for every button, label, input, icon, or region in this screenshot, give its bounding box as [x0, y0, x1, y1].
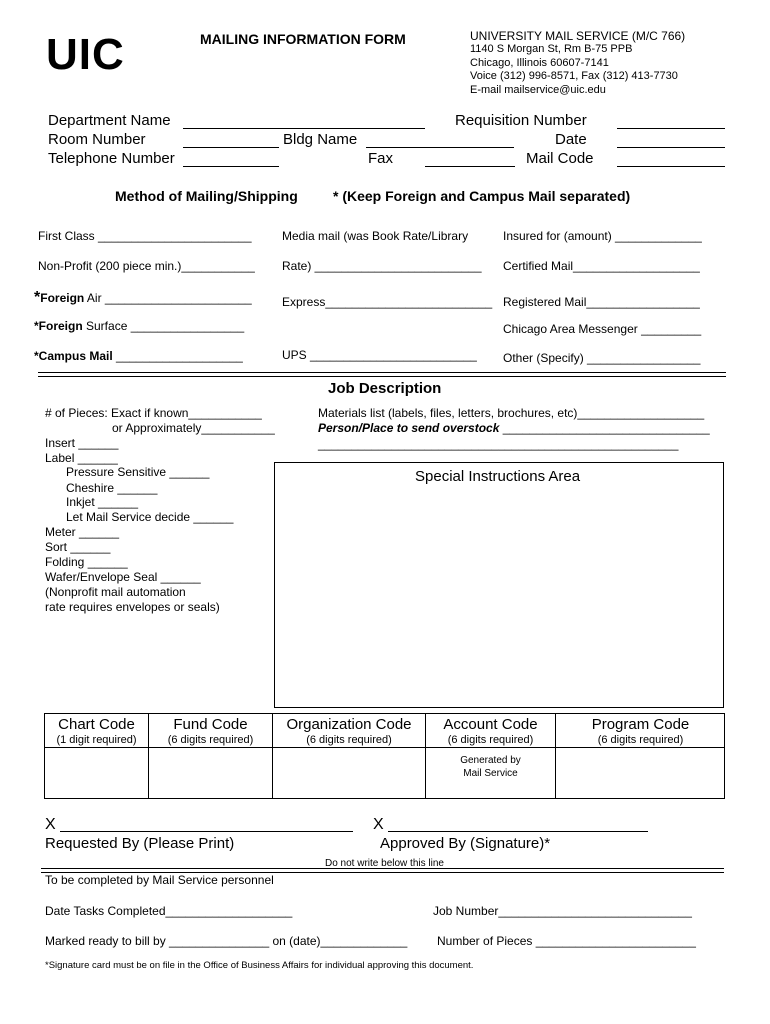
campus-mail-bold: *Campus Mail	[34, 349, 113, 363]
express-option[interactable]: Express_________________________	[282, 295, 493, 309]
number-of-pieces-field[interactable]: Number of Pieces ________________________	[437, 934, 696, 948]
folding-option[interactable]: Folding ______	[45, 555, 128, 569]
insert-option[interactable]: Insert ______	[45, 436, 119, 450]
inkjet-option[interactable]: Inkjet ______	[66, 495, 139, 509]
generated-by-2: Mail Service	[463, 768, 518, 779]
asterisk: *	[34, 289, 41, 306]
chart-code-sub: (1 digit required)	[56, 734, 137, 746]
person-place-line: _______________________________	[499, 421, 710, 435]
let-mail-service-option[interactable]: Let Mail Service decide ______	[66, 510, 234, 524]
foreign-air-bold: Foreign	[40, 291, 85, 305]
fund-code-cell[interactable]	[149, 748, 272, 798]
requested-by-label: Requested By (Please Print)	[45, 835, 235, 852]
uic-logo: UIC	[46, 30, 125, 79]
address-line-2: Chicago, Illinois 60607-7141	[470, 57, 609, 69]
job-description-heading: Job Description	[328, 380, 442, 397]
chart-code-cell[interactable]	[45, 748, 148, 798]
form-title: MAILING INFORMATION FORM	[200, 31, 406, 47]
special-instructions-area[interactable]	[274, 462, 724, 708]
marked-ready-field[interactable]: Marked ready to bill by _______________ on (date)_____________	[45, 934, 408, 948]
department-name-field[interactable]	[183, 128, 425, 129]
requisition-number-label: Requisition Number	[455, 112, 587, 129]
voice-fax: Voice (312) 996-8571, Fax (312) 413-7730	[470, 70, 678, 82]
registered-mail-option[interactable]: Registered Mail_________________	[503, 295, 700, 309]
non-profit-option[interactable]: Non-Profit (200 piece min.)___________	[38, 259, 255, 273]
chart-code-header: Chart Code	[58, 716, 135, 733]
chicago-messenger-option[interactable]: Chicago Area Messenger _________	[503, 322, 702, 336]
section-divider	[38, 372, 726, 377]
requested-x: X	[45, 816, 56, 833]
foreign-air-rest: Air ______________________	[84, 291, 252, 305]
requisition-number-field[interactable]	[617, 128, 725, 129]
other-option[interactable]: Other (Specify) _________________	[503, 351, 701, 365]
bldg-name-field[interactable]	[366, 147, 514, 148]
date-field[interactable]	[617, 147, 725, 148]
generated-by-1: Generated by	[460, 755, 521, 766]
fax-field[interactable]	[425, 166, 515, 167]
do-not-write-note: Do not write below this line	[325, 858, 444, 869]
organization-code-cell[interactable]	[273, 748, 425, 798]
nonprofit-note-1: (Nonprofit mail automation	[45, 585, 186, 599]
foreign-surface-bold: *Foreign	[34, 319, 83, 333]
foreign-surface-option[interactable]	[34, 319, 244, 333]
org-name: UNIVERSITY MAIL SERVICE (M/C 766)	[470, 29, 686, 43]
address-line-1: 1140 S Morgan St, Rm B-75 PPB	[470, 43, 633, 55]
bldg-name-label: Bldg Name	[283, 131, 358, 148]
date-tasks-field[interactable]: Date Tasks Completed___________________	[45, 904, 293, 918]
rate-option[interactable]: Rate) _________________________	[282, 259, 482, 273]
requested-by-line[interactable]	[60, 831, 353, 832]
ups-option[interactable]: UPS _________________________	[282, 348, 477, 362]
organization-code-sub: (6 digits required)	[306, 734, 392, 746]
telephone-number-field[interactable]	[183, 166, 279, 167]
extra-blank-line[interactable]: ______________________________________________________	[318, 437, 679, 451]
approved-by-line[interactable]	[388, 831, 648, 832]
program-code-sub: (6 digits required)	[597, 734, 684, 746]
program-code-header: Program Code	[591, 716, 690, 733]
pressure-sensitive-option[interactable]: Pressure Sensitive ______	[66, 465, 210, 479]
method-heading: Method of Mailing/Shipping	[115, 188, 298, 204]
certified-mail-option[interactable]: Certified Mail___________________	[503, 259, 700, 273]
foreign-surface-rest: Surface _________________	[82, 319, 245, 333]
room-number-field[interactable]	[183, 147, 279, 148]
first-class-option[interactable]: First Class _______________________	[38, 229, 252, 243]
signature-footnote: *Signature card must be on file in the Office of Business Affairs for individual approving this document.	[45, 960, 474, 971]
telephone-number-label: Telephone Number	[48, 150, 175, 167]
pieces-exact[interactable]: # of Pieces: Exact if known___________	[45, 406, 262, 420]
media-mail-option[interactable]: Media mail (was Book Rate/Library	[282, 229, 469, 243]
sort-option[interactable]: Sort ______	[45, 540, 111, 554]
fund-code-sub: (6 digits required)	[167, 734, 254, 746]
cheshire-option[interactable]: Cheshire ______	[66, 481, 158, 495]
person-place-label: Person/Place to send overstock	[318, 421, 500, 435]
label-option[interactable]: Label ______	[45, 451, 118, 465]
mail-code-field[interactable]	[617, 166, 725, 167]
fax-label: Fax	[368, 150, 394, 167]
mail-code-label: Mail Code	[526, 150, 594, 167]
campus-mail-rest: ___________________	[112, 349, 243, 363]
materials-list-field[interactable]: Materials list (labels, files, letters, brochures, etc)___________________	[318, 406, 705, 420]
method-note: * (Keep Foreign and Campus Mail separated)	[333, 188, 631, 204]
account-code-header: Account Code	[443, 716, 538, 733]
foreign-air-option[interactable]	[34, 289, 252, 307]
program-code-cell[interactable]	[556, 748, 725, 798]
nonprofit-note-2: rate requires envelopes or seals)	[45, 600, 220, 614]
special-instructions-label: Special Instructions Area	[415, 468, 581, 485]
room-number-label: Room Number	[48, 131, 146, 148]
organization-code-header: Organization Code	[286, 716, 412, 733]
insured-option[interactable]: Insured for (amount) _____________	[503, 229, 702, 243]
wafer-seal-option[interactable]: Wafer/Envelope Seal ______	[45, 570, 201, 584]
department-name-label: Department Name	[48, 112, 171, 129]
office-heading: To be completed by Mail Service personnel	[45, 873, 274, 887]
person-place-field[interactable]	[318, 421, 710, 435]
account-code-sub: (6 digits required)	[447, 734, 534, 746]
approved-by-label: Approved By (Signature)*	[380, 835, 551, 852]
account-code-cell	[426, 754, 555, 780]
approved-x: X	[373, 816, 384, 833]
date-label: Date	[555, 131, 587, 148]
meter-option[interactable]: Meter ______	[45, 525, 120, 539]
codes-table	[44, 713, 725, 799]
campus-mail-option[interactable]	[34, 349, 243, 363]
job-number-field[interactable]: Job Number_____________________________	[433, 904, 692, 918]
fund-code-header: Fund Code	[173, 716, 248, 733]
email: E-mail mailservice@uic.edu	[470, 84, 606, 96]
pieces-approx[interactable]: or Approximately___________	[112, 421, 275, 435]
